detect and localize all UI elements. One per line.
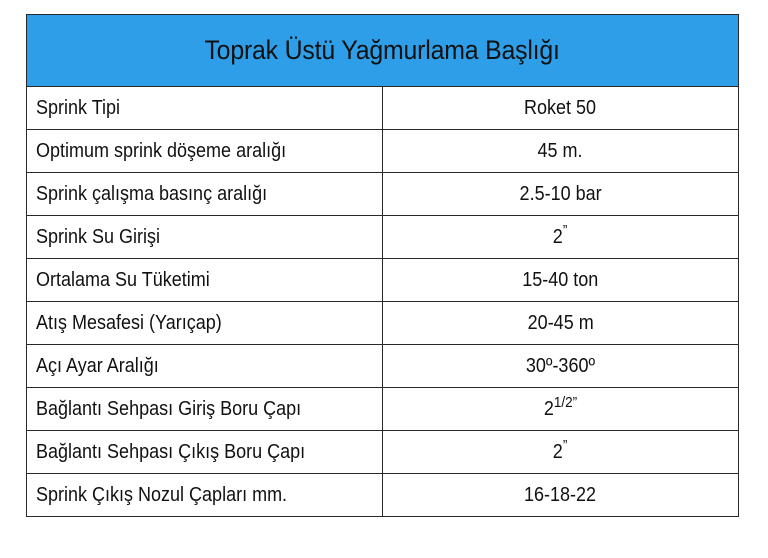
row-value: 2.5-10 bar xyxy=(519,182,602,205)
row-value-cell xyxy=(383,474,739,517)
row-label: Sprink Su Girişi xyxy=(36,225,161,248)
row-label-cell xyxy=(27,130,383,173)
table-row xyxy=(27,87,739,130)
row-label-cell xyxy=(27,216,383,259)
row-label: Atış Mesafesi (Yarıçap) xyxy=(36,311,222,334)
row-label-cell xyxy=(27,259,383,302)
row-value: 20-45 m xyxy=(527,311,594,334)
row-value-cell xyxy=(383,87,739,130)
row-value: Roket 50 xyxy=(524,96,597,119)
row-label-cell xyxy=(27,345,383,388)
row-value: 16-18-22 xyxy=(524,483,597,506)
row-value-cell xyxy=(383,345,739,388)
row-value: 2” xyxy=(553,436,568,463)
table-row xyxy=(27,216,739,259)
row-label-cell xyxy=(27,474,383,517)
row-value-sup: ” xyxy=(563,221,568,239)
row-label-cell xyxy=(27,87,383,130)
row-value-cell xyxy=(383,431,739,474)
row-label-cell xyxy=(27,302,383,345)
row-label-cell xyxy=(27,173,383,216)
row-label: Açı Ayar Aralığı xyxy=(36,354,159,377)
table-title xyxy=(27,15,739,87)
row-label-cell xyxy=(27,388,383,431)
row-value-cell xyxy=(383,130,739,173)
table-row xyxy=(27,345,739,388)
spec-table xyxy=(26,14,739,517)
row-value-sup: 1/2” xyxy=(553,393,578,411)
row-label-cell xyxy=(27,431,383,474)
row-value-cell xyxy=(383,216,739,259)
table-row xyxy=(27,388,739,431)
table-row xyxy=(27,302,739,345)
row-value: 2” xyxy=(553,221,568,248)
row-label: Sprink Tipi xyxy=(36,96,121,119)
table-row xyxy=(27,130,739,173)
row-label: Bağlantı Sehpası Giriş Boru Çapı xyxy=(36,397,302,420)
row-label: Optimum sprink döşeme aralığı xyxy=(36,139,287,162)
table-row xyxy=(27,431,739,474)
row-value-cell xyxy=(383,388,739,431)
row-value: 15-40 ton xyxy=(522,268,599,291)
row-value: 30º-360º xyxy=(525,354,596,377)
row-label: Bağlantı Sehpası Çıkış Boru Çapı xyxy=(36,440,306,463)
row-value-cell xyxy=(383,302,739,345)
table-header-row xyxy=(27,15,739,87)
row-value: 45 m. xyxy=(537,139,584,162)
table-row xyxy=(27,173,739,216)
table-row xyxy=(27,474,739,517)
row-label: Sprink Çıkış Nozul Çapları mm. xyxy=(36,483,288,506)
table-row xyxy=(27,259,739,302)
row-label: Sprink çalışma basınç aralığı xyxy=(36,182,268,205)
row-value-sup: ” xyxy=(563,436,568,454)
row-value-cell xyxy=(383,259,739,302)
row-label: Ortalama Su Tüketimi xyxy=(36,268,210,291)
row-value-cell xyxy=(383,173,739,216)
row-value: $2^{1/2”}$ xyxy=(543,393,578,420)
table-title-text: Toprak Üstü Yağmurlama Başlığı xyxy=(204,35,561,65)
